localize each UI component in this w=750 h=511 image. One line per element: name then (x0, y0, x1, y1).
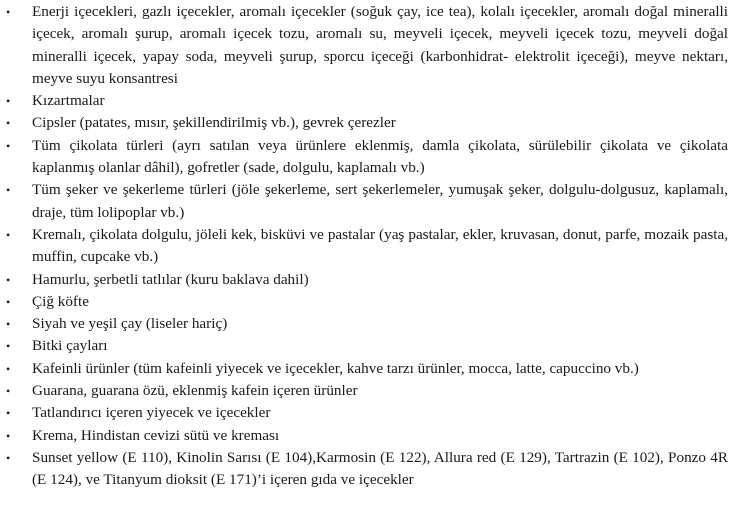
list-item-text: Tüm şeker ve şekerleme türleri (jöle şekerleme, sert şekerlemeler, yumuşak şeker, dolgulu-dolgusuz, kaplamalı, draje, tüm lolipoplar vb.) (32, 181, 728, 221)
list-item-text: Hamurlu, şerbetli tatlılar (kuru baklava dahil) (32, 270, 309, 288)
list-item (0, 313, 750, 335)
list-item (0, 402, 750, 424)
list-item-text: Krema, Hindistan cevizi sütü ve kreması (32, 426, 280, 444)
list-item-text: Cipsler (patates, mısır, şekillendirilmiş vb.), gevrek çerezler (32, 114, 396, 132)
bullet-icon: • (6, 384, 11, 399)
list-item (0, 425, 750, 447)
list-item-text: Tüm çikolata türleri (ayrı satılan veya ürünlere eklenmiş, damla çikolata, sürülebilir çikolata ve çikolata kaplanmış olanlar dâhil), gofretler (sade, dolgulu, kaplamalı vb.) (32, 136, 728, 177)
list-item-text: Kızartmalar (32, 92, 105, 110)
bullet-icon: • (6, 317, 11, 332)
bullet-icon: • (6, 406, 11, 421)
list-item (0, 112, 750, 134)
list-item-text: Kafeinli ürünler (tüm kafeinli yiyecek ve içecekler, kahve tarzı ürünler, mocca, latte, capuccino vb.) (32, 359, 639, 377)
bullet-icon: • (6, 183, 11, 198)
list-item (0, 269, 750, 291)
list-item (0, 90, 750, 112)
bullet-icon: • (6, 361, 11, 376)
bullet-icon: • (6, 5, 11, 19)
bullet-icon: • (6, 138, 11, 153)
bullet-icon: • (6, 294, 11, 309)
list-item-text: Guarana, guarana özü, eklenmiş kafein içeren ürünler (32, 382, 358, 400)
list-item (0, 179, 750, 224)
list-item-text: Siyah ve yeşil çay (liseler hariç) (32, 315, 228, 333)
bullet-icon: • (6, 227, 11, 242)
list-item (0, 380, 750, 402)
list-item-text: Çiğ köfte (32, 292, 89, 310)
list-item-text: Kremalı, çikolata dolgulu, jöleli kek, bisküvi ve pastalar (yaş pastalar, ekler, kruvasan, donut, parfe, mozaik pasta, muffin, cupcake vb.) (32, 225, 728, 266)
list-item (0, 291, 750, 313)
list-item (0, 224, 750, 269)
list-item-text: Tatlandırıcı içeren yiyecek ve içecekler (32, 404, 271, 422)
list-item (0, 447, 750, 492)
bullet-icon: • (6, 339, 11, 354)
bullet-icon: • (6, 450, 11, 465)
list-item (0, 135, 750, 180)
list-item-text: Bitki çayları (32, 337, 108, 355)
list-item-text: Sunset yellow (E 110), Kinolin Sarısı (E 104),Karmosin (E 122), Allura red (E 129), Tartrazin (E 102), Ponzo 4R (E 124), ve Titanyum dioksit (E 171)’i içeren gıda ve içecekler (32, 448, 728, 489)
bullet-icon: • (6, 94, 11, 109)
list-item (0, 335, 750, 357)
list-item-text: Enerji içecekleri, gazlı içecekler, aromalı içecekler (soğuk çay, ice tea), kolalı içecekler, aromalı doğal mineralli içecek, aromalı şurup, aromalı içecek tozu, aromalı su, meyveli içecek, meyveli içecek tozu, meyveli doğal mineralli içecek, yapay soda, meyveli şurup, sporcu içeceği (karbonhidrat- elektrolit içeceği), meyve nektarı, meyve suyu konsantresi (32, 3, 728, 87)
bullet-icon: • (6, 272, 11, 287)
bullet-icon: • (6, 428, 11, 443)
list-item (0, 358, 750, 380)
list-item (0, 1, 750, 90)
bullet-icon: • (6, 116, 11, 131)
